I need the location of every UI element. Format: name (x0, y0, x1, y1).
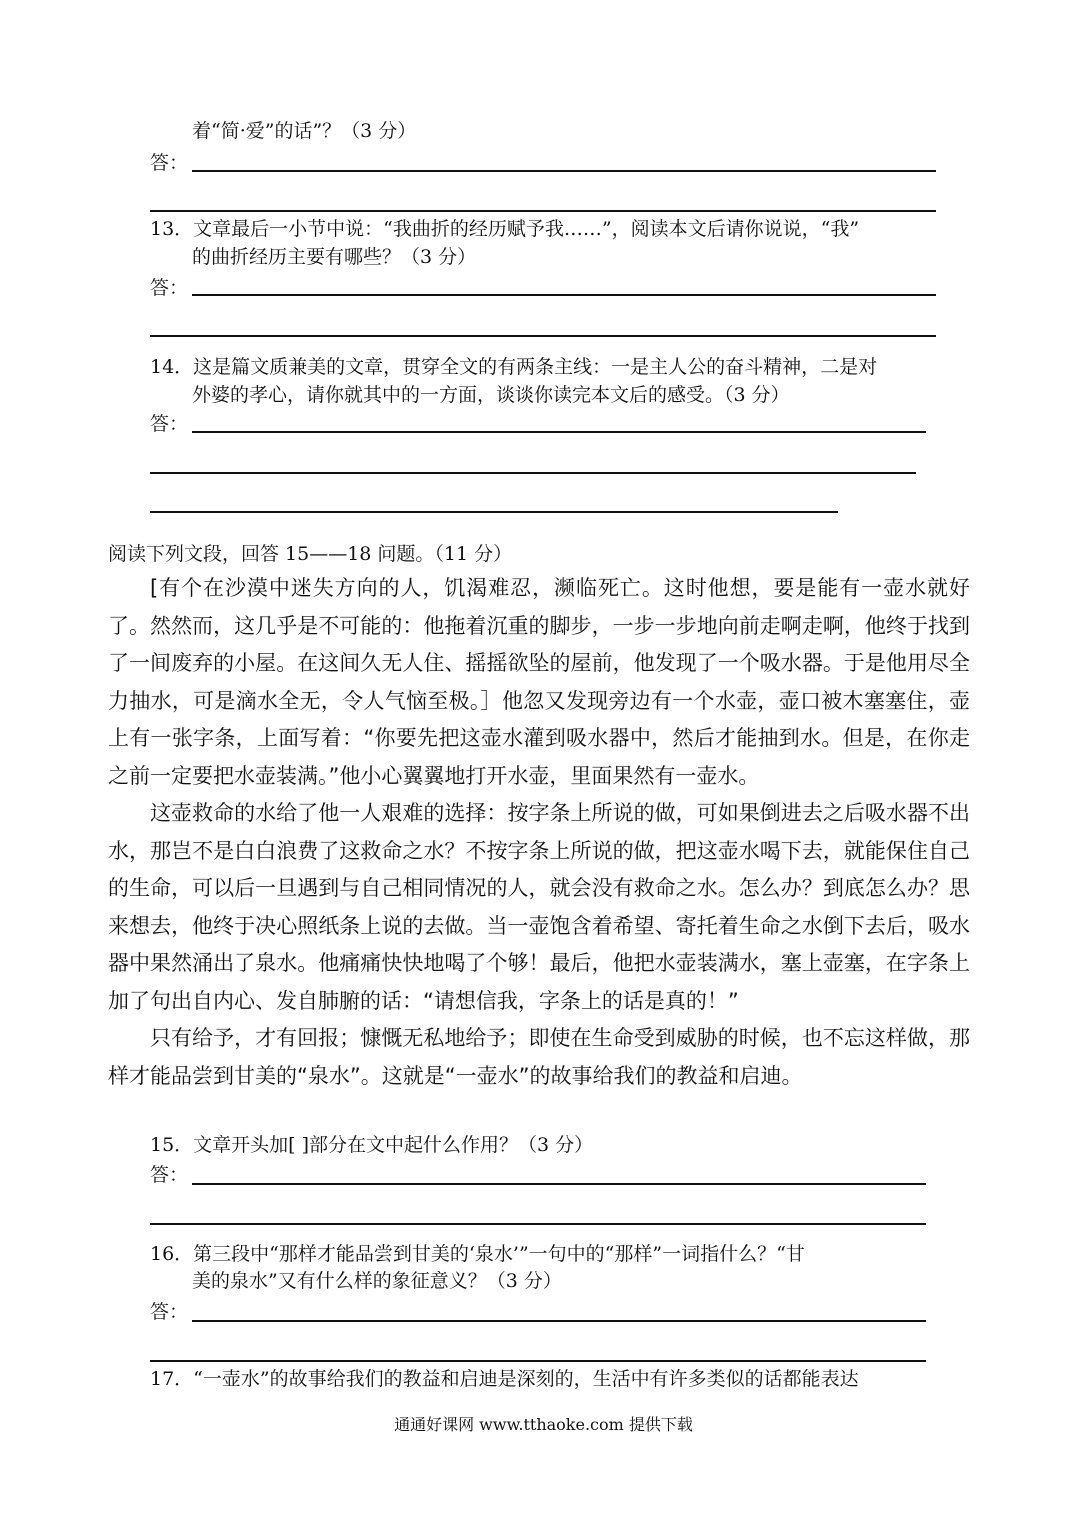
section-intro: 阅读下列文段，回答 15——18 问题。（11 分） (108, 543, 513, 565)
q14-text-line1: 14．这是篇文质兼美的文章，贯穿全文的有两条主线：一是主人公的奋斗精神，二是对 (150, 356, 878, 378)
q13-answer-label: 答： (150, 277, 189, 299)
q16-answer-line-2[interactable] (150, 1360, 926, 1362)
q16-text-line2: 美的泉水”又有什么样的象征意义？（3 分） (192, 1270, 562, 1292)
q12-answer-line-1[interactable] (192, 170, 936, 172)
q16-answer-label: 答： (150, 1301, 189, 1323)
q14-answer-line-2[interactable] (150, 472, 916, 474)
q12-text: 着“简·爱”的话”？（3 分） (192, 120, 417, 142)
q14-text-line2: 外婆的孝心，请你就其中的一方面，谈谈你读完本文后的感受。（3 分） (192, 384, 790, 406)
q12-answer-label: 答： (150, 152, 189, 174)
q16-answer-line-1[interactable] (192, 1320, 926, 1322)
passage-paragraph-1: [有个在沙漠中迷失方向的人，饥渴难忍，濒临死亡。这时他想，要是能有一壶水就好了。然然而，这几乎是不可能的：他拖着沉重的脚步，一步一步地向前走啊走啊，他终于找到了一间废弃的小屋。在这间久无人住、摇摇欲坠的屋前，他发现了一个吸水器。于是他用尽全力抽水，可是滴水全无，令人气恼至极。］他忽又发现旁边有一个水壶，壶口被木塞塞住，壶上有一张字条，上面写着：“你要先把这壶水灌到吸水器中，然后才能抽到水。但是，在你走之前一定要把水壶装满。”他小心翼翼地打开水壶，里面果然有一壶水。 (108, 576, 970, 788)
q14-answer-line-3[interactable] (150, 511, 838, 513)
q15-answer-line-1[interactable] (192, 1183, 926, 1185)
passage-paragraph-2: 这壶救命的水给了他一人艰难的选择：按字条上所说的做，可如果倒进去之后吸水器不出水，那岂不是白白浪费了这救命之水？不按字条上所说的做，把这壶水喝下去，就能保住自己的生命，可以后一旦遇到与自己相同情况的人，就会没有救命之水。怎么办？到底怎么办？思来想去，他终于决心照纸条上说的去做。当一壶饱含着希望、寄托着生命之水倒下去后，吸水器中果然涌出了泉水。他痛痛快快地喝了个够！最后，他把水壶装满水，塞上壶塞，在字条上加了句出自内心、发自肺腑的话：“请想信我，字条上的话是真的！” (108, 801, 970, 1013)
passage-paragraph-3: 只有给予，才有回报；慷慨无私地给予；即使在生命受到威胁的时候，也不忘这样做，那样才能品尝到甘美的“泉水”。这就是“一壶水”的故事给我们的教益和启迪。 (108, 1026, 970, 1088)
q14-answer-label: 答： (150, 413, 189, 435)
q13-text-line2: 的曲折经历主要有哪些？（3 分） (192, 246, 477, 268)
q15-answer-line-2[interactable] (150, 1223, 926, 1225)
q15-text-line1: 15．文章开头加[ ]部分在文中起什么作用？（3 分） (150, 1134, 594, 1156)
q17-text-line1: 17．“一壶水”的故事给我们的教益和启迪是深刻的，生活中有许多类似的话都能表达 (150, 1368, 859, 1390)
q16-text-line1: 16．第三段中“那样才能品尝到甘美的‘泉水’”一句中的“那样”一词指什么？“甘 (150, 1243, 805, 1265)
q14-answer-line-1[interactable] (192, 431, 926, 433)
q15-answer-label: 答： (150, 1164, 189, 1186)
q12-answer-line-2[interactable] (150, 210, 936, 212)
q13-answer-line-2[interactable] (150, 335, 936, 337)
reading-passage (108, 570, 970, 1095)
q13-text-line1: 13．文章最后一小节中说：“我曲折的经历赋予我……”，阅读本文后请你说说，“我” (150, 218, 860, 240)
page-footer: 通通好课网 www.tthaoke.com 提供下载 (394, 1415, 693, 1434)
q13-answer-line-1[interactable] (192, 294, 936, 296)
